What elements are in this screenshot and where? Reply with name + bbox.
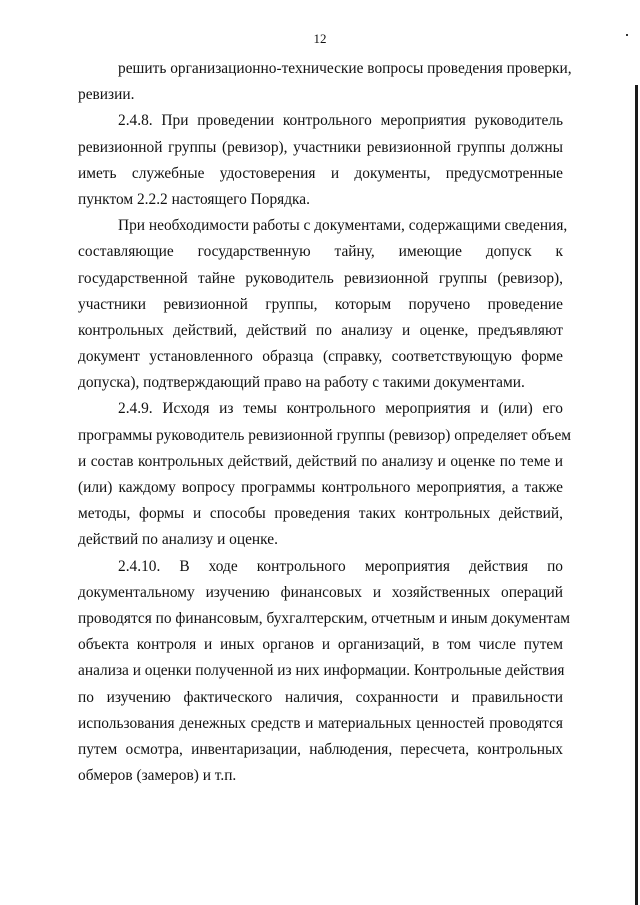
text-line: обмеров (замеров) и т.п. (78, 767, 237, 785)
text-line: документ установленного образца (справку, соответствующую форме (78, 348, 563, 366)
scan-speck (626, 34, 628, 36)
text-line: государственной тайне руководитель ревизионной группы (ревизор), (78, 269, 563, 287)
text-line: ревизионной группы (ревизор), участники ревизионной группы должны (78, 138, 563, 156)
text-line: (или) каждому вопросу программы контрольного мероприятия, а также (78, 479, 563, 496)
text-line: участники ревизионной группы, которым поручено проведение (78, 295, 563, 313)
text-line: методы, формы и способы проведения таких контрольных действий, (78, 505, 563, 523)
paragraph (78, 110, 563, 215)
text-line: ревизии. (78, 86, 135, 104)
paragraph (78, 556, 571, 792)
text-line: 2.4.9. Исходя из темы контрольного мероприятия и (или) его (118, 400, 563, 418)
text-line: контрольных действий, действий по анализу и оценке, предъявляют (78, 321, 563, 339)
text-line: составляющие государственную тайну, имеющие допуск к (78, 243, 563, 261)
text-line: и состав контрольных действий, действий по анализу и оценке по теме и (78, 452, 563, 470)
text-line: объекта контроля и иных органов и организаций, в том числе путем (78, 636, 563, 654)
text-line: программы руководитель ревизионной группы (ревизор) определяет объем (78, 426, 572, 444)
text-line: проводятся по финансовым, бухгалтерским, отчетным и иным документам (78, 609, 571, 627)
text-line: документальному изучению финансовых и хозяйственных операций (78, 583, 563, 601)
text-line: действий по анализу и оценке. (78, 531, 278, 549)
text-line: иметь служебные удостоверения и документы, предусмотренные (78, 164, 563, 182)
text-line: решить организационно-технические вопросы проведения проверки, (118, 60, 572, 77)
paragraph (78, 215, 568, 398)
page-number: 12 (313, 31, 327, 46)
text-line: анализа и оценки полученной из них информации. Контрольные действия (78, 662, 565, 680)
text-line: по изучению фактического наличия, сохранности и правильности (78, 688, 563, 706)
text-line: пунктом 2.2.2 настоящего Порядка. (78, 190, 310, 208)
text-line: 2.4.10. В ходе контрольного мероприятия действия по (118, 557, 563, 575)
text-line: использования денежных средств и материальных ценностей проводятся (78, 714, 563, 732)
text-line: путем осмотра, инвентаризации, наблюдения, пересчета, контрольных (78, 740, 563, 758)
scan-page-edge (635, 85, 638, 905)
text-line: При необходимости работы с документами, содержащими сведения, (118, 217, 568, 235)
text-line: допуска), подтверждающий право на работу с такими документами. (78, 374, 525, 392)
paragraph (78, 58, 572, 110)
paragraph (78, 398, 572, 555)
document-body (78, 58, 572, 791)
text-line: 2.4.8. При проведении контрольного мероприятия руководитель (118, 112, 563, 130)
